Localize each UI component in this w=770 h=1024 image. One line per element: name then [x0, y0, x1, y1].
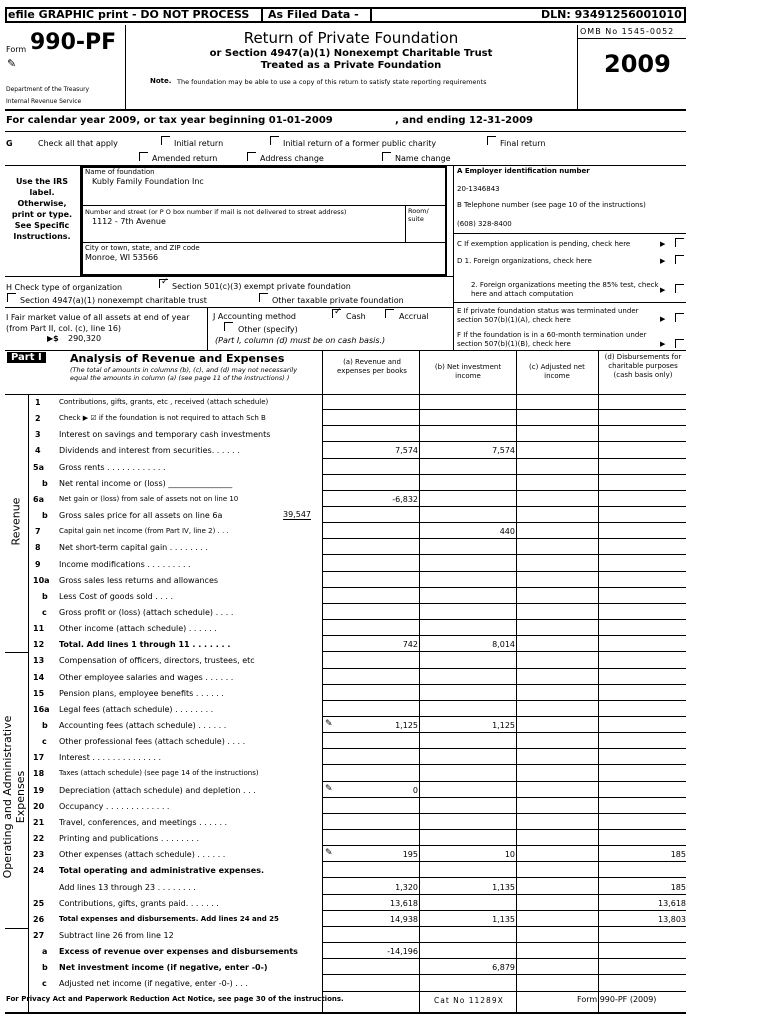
line-number: 1: [35, 398, 41, 407]
table-row: [28, 830, 686, 846]
col-c-header: (c) Adjusted net income: [529, 363, 585, 380]
line-number: c: [42, 979, 47, 989]
table-row: [28, 927, 686, 943]
form-subtitle-1: or Section 4947(a)(1) Nonexempt Charitable Trust: [209, 48, 493, 59]
amount-col-b: 440: [499, 527, 515, 537]
line-number: b: [42, 721, 48, 730]
j-label: J Accounting method: [213, 312, 297, 321]
line-description: Gross sales less returns and allowances: [59, 575, 219, 585]
ein-label: A Employer identification number: [457, 167, 590, 175]
h-other-taxable-checkbox[interactable]: [259, 293, 268, 302]
d2-arrow: ▶: [660, 286, 666, 294]
line-description: Add lines 13 through 23 . . . . . . . .: [59, 882, 196, 892]
table-row: [28, 620, 686, 636]
line-description: Gross rents . . . . . . . . . . . .: [59, 462, 166, 472]
e-arrow: ▶: [660, 315, 666, 323]
final-return-checkbox[interactable]: [487, 136, 496, 145]
table-row: [28, 911, 686, 927]
table-row: [28, 426, 686, 442]
tax-period: For calendar year 2009, or tax year beginning 01-01-2009: [6, 115, 333, 126]
line-description: Excess of revenue over expenses and disbursements: [59, 947, 298, 957]
initial-return-checkbox[interactable]: [161, 136, 170, 145]
table-row: [28, 475, 686, 491]
revenue-side-label: Revenue: [9, 497, 23, 546]
line-description: Gross sales price for all assets on line 6a: [59, 511, 223, 521]
amount-col-a: 0: [412, 785, 418, 795]
i-value: 290,320: [68, 334, 102, 343]
line-number: 21: [33, 817, 45, 827]
col-d-header: (d) Disbursements for charitable purposes (cash basis only): [604, 353, 682, 379]
line-number: 20: [33, 801, 45, 811]
line-number: 25: [33, 898, 45, 908]
line-number: 18: [33, 769, 45, 779]
table-row: [28, 507, 686, 523]
line-number: c: [42, 737, 47, 747]
street-address: 1112 - 7th Avenue: [92, 217, 166, 226]
h-opt-4947: Section 4947(a)(1) nonexempt charitable trust: [20, 296, 207, 305]
line-description: Legal fees (attach schedule) . . . . . . . .: [59, 704, 214, 714]
line-description: Other professional fees (attach schedule) . . . .: [59, 737, 246, 747]
use-irs-label-text: Use the IRS label. Otherwise, print or type. See Specific Instructions.: [11, 177, 73, 241]
f-arrow: ▶: [660, 340, 666, 348]
line-number: 13: [33, 656, 45, 666]
line-number: 11: [33, 624, 45, 634]
line-description: Net gain or (loss) from sale of assets not on line 10: [59, 494, 239, 503]
line-description: Compensation of officers, directors, trustees, etc: [59, 656, 255, 666]
h-501c3-checkbox[interactable]: ✓: [161, 277, 169, 287]
line-description: Interest . . . . . . . . . . . . . .: [59, 753, 162, 763]
line-description: Other employee salaries and wages . . . . . .: [59, 672, 234, 682]
line-description: Dividends and interest from securities. . . . . .: [59, 446, 240, 456]
table-row: [28, 442, 686, 458]
line-description: Total. Add lines 1 through 11 . . . . . . .: [59, 640, 231, 650]
f-checkbox[interactable]: [675, 339, 684, 348]
table-row: [28, 862, 686, 878]
line-number: 8: [35, 543, 41, 553]
omb-number: OMB No 1545-0052: [580, 27, 675, 36]
line-description: Taxes (attach schedule) (see page 14 of the instructions): [59, 769, 259, 778]
table-row: [28, 846, 686, 862]
j-cash: Cash: [346, 312, 366, 321]
e-checkbox[interactable]: [675, 313, 684, 322]
amount-col-a: -14,196: [387, 947, 418, 957]
table-row: [28, 701, 686, 717]
table-row: [28, 879, 686, 895]
table-row: [28, 636, 686, 652]
amount-col-b: 1,125: [492, 721, 515, 730]
city-state-zip: Monroe, WI 53566: [85, 253, 159, 262]
amount-col-a: 13,618: [390, 898, 418, 908]
name-of-foundation-label: Name of foundation: [85, 168, 155, 176]
form-subtitle-2: Treated as a Private Foundation: [260, 60, 442, 71]
table-row: [28, 572, 686, 588]
g-opt-amended: Amended return: [152, 154, 218, 163]
amount-col-b: 10: [504, 850, 515, 860]
other-method-checkbox[interactable]: [224, 322, 233, 331]
f-label: F If the foundation is in a 60-month termination under section 507(b)(1)(B), check here: [457, 331, 647, 348]
tax-period-ending: , and ending 12-31-2009: [395, 115, 533, 126]
e-label: E If private foundation status was terminated under section 507(b)(1)(A), check here: [457, 307, 639, 324]
line-number: 23: [33, 850, 45, 860]
street-label: Number and street (or P O box number if mail is not delivered to street address): [85, 208, 347, 216]
line-description: Income modifications . . . . . . . . .: [59, 559, 191, 569]
dln-label: DLN: 93491256001010: [541, 8, 682, 21]
line-description: Pension plans, employee benefits . . . . . .: [59, 688, 224, 698]
table-row: [28, 491, 686, 507]
amount-col-b: 1,135: [492, 882, 515, 892]
attachment-icon[interactable]: ✎: [325, 848, 333, 859]
i-label: I Fair market value of all assets at end of year (from Part II, col. (c), line 16): [6, 313, 190, 333]
phone-value: (608) 328-8400: [457, 220, 512, 228]
efile-label: efile GRAPHIC print - DO NOT PROCESS: [8, 8, 250, 21]
j-accrual: Accrual: [399, 312, 429, 321]
c-arrow: ▶: [660, 240, 666, 248]
line-description: Contributions, gifts, grants paid. . . . . . .: [59, 898, 219, 908]
amount-col-a: 1,125: [395, 721, 418, 730]
table-row: [28, 814, 686, 830]
line-number: 9: [35, 559, 41, 569]
amount-col-b: 1,135: [492, 914, 515, 924]
h-opt-other: Other taxable private foundation: [272, 296, 404, 305]
line-number: 3: [35, 430, 41, 440]
line-number: 2: [35, 414, 41, 424]
form-icon: ✎: [7, 57, 17, 70]
table-row: [28, 798, 686, 814]
line-description: Adjusted net income (if negative, enter -0-) . . .: [59, 979, 248, 989]
line-number: 24: [33, 866, 45, 876]
table-row: [28, 523, 686, 539]
line-description: Depreciation (attach schedule) and depletion . . .: [59, 785, 256, 795]
foundation-name: Kubly Family Foundation Inc: [92, 177, 204, 186]
g-letter: G: [6, 139, 13, 148]
amount-col-dd: 13,618: [658, 898, 686, 908]
line-number: 16a: [33, 704, 50, 714]
g-opt-initial: Initial return: [174, 139, 224, 148]
c-checkbox[interactable]: [675, 238, 684, 247]
accrual-checkbox[interactable]: [385, 309, 394, 318]
line-description: Accounting fees (attach schedule) . . . . . .: [59, 721, 227, 730]
cash-checkbox[interactable]: ✓: [334, 307, 342, 317]
line-number: 27: [33, 930, 45, 940]
d2-label: 2. Foreign organizations meeting the 85% test, check here and attach computation: [471, 281, 659, 298]
line-number: 10a: [33, 575, 50, 585]
amount-col-dd: 185: [670, 882, 686, 892]
h-label: H Check type of organization: [6, 283, 123, 292]
line-number: 26: [33, 914, 45, 924]
line-description: Contributions, gifts, grants, etc , received (attach schedule): [59, 398, 269, 406]
table-row: [28, 652, 686, 668]
line-description: Total operating and administrative expenses.: [59, 866, 264, 876]
line-number: 12: [33, 640, 45, 650]
g-opt-address: Address change: [260, 154, 324, 163]
line-description: Check ▶ ☑ if the foundation is not required to attach Sch B: [59, 414, 266, 423]
ein-value: 20-1346843: [457, 185, 500, 193]
amount-col-a: 14,938: [390, 914, 418, 924]
line-number: 6a: [33, 494, 44, 504]
note-text: The foundation may be able to use a copy of this return to satisfy state reporting requirements: [177, 78, 487, 86]
table-row: [28, 733, 686, 749]
former-public-charity-checkbox[interactable]: [270, 136, 279, 145]
table-row: [28, 685, 686, 701]
line-description: Total expenses and disbursements. Add lines 24 and 25: [59, 914, 279, 923]
g-opt-final: Final return: [500, 139, 546, 148]
line-description: Net short-term capital gain . . . . . . . .: [59, 543, 208, 553]
g-label: Check all that apply: [38, 139, 118, 148]
name-change-checkbox[interactable]: [382, 152, 391, 161]
i-prefix: ▶$: [47, 334, 59, 343]
line-number: 19: [33, 785, 45, 795]
gross-sales-amount: 39,547: [283, 510, 311, 520]
dept-irs: Internal Revenue Service: [6, 98, 82, 105]
line-number: 17: [33, 753, 45, 763]
amount-col-a: 195: [402, 850, 418, 860]
form-title: Return of Private Foundation: [243, 29, 459, 47]
amount-col-a: 742: [402, 640, 418, 650]
col-b-header: (b) Net investment income: [434, 363, 502, 380]
table-row: [28, 975, 686, 991]
line-description: Subtract line 26 from line 12: [59, 930, 174, 940]
d1-label: D 1. Foreign organizations, check here: [457, 257, 592, 265]
g-opt-former: Initial return of a former public charity: [283, 139, 437, 148]
line-description: Printing and publications . . . . . . . .: [59, 834, 200, 844]
line-description: Occupancy . . . . . . . . . . . . .: [59, 801, 170, 811]
tax-year: 2009: [604, 50, 671, 78]
dept-treasury: Department of the Treasury: [6, 86, 90, 93]
line-number: 7: [35, 527, 41, 537]
amount-col-a: 7,574: [395, 446, 418, 456]
table-row: [28, 959, 686, 975]
col-a-header: (a) Revenue and expenses per books: [337, 358, 407, 375]
part1-title-note: (The total of amounts in columns (b), (c), and (d) may not necessarily equal the amounts in column (a) (see page 11 of the instructions) ): [70, 366, 298, 382]
city-label: City or town, state, and ZIP code: [85, 244, 200, 252]
j-note: (Part I, column (d) must be on cash basis.): [215, 336, 386, 345]
row-divider: [322, 991, 686, 992]
amount-col-a: 1,320: [395, 882, 418, 892]
line-number: 4: [35, 446, 41, 456]
h-4947-checkbox[interactable]: [7, 293, 16, 302]
as-filed-label: As Filed Data -: [268, 8, 359, 21]
form-prefix: Form: [6, 45, 27, 54]
amount-col-b: 6,879: [492, 963, 515, 973]
j-other: Other (specify): [238, 325, 298, 334]
line-description: Less Cost of goods sold . . . .: [59, 591, 174, 601]
address-change-checkbox[interactable]: [247, 152, 256, 161]
line-number: 14: [33, 672, 45, 682]
line-description: Net investment income (if negative, enter -0-): [59, 963, 268, 973]
line-description: Interest on savings and temporary cash investments: [59, 430, 271, 440]
attachment-icon[interactable]: ✎: [325, 719, 333, 729]
d2-checkbox[interactable]: [675, 284, 684, 293]
amended-return-checkbox[interactable]: [139, 152, 148, 161]
table-row: [28, 394, 686, 410]
line-number: b: [42, 478, 48, 488]
line-number: b: [42, 511, 48, 521]
amount-col-a: -6,832: [392, 494, 418, 504]
line-description: Other expenses (attach schedule) . . . . . .: [59, 850, 226, 860]
h-opt-501c3: Section 501(c)(3) exempt private foundation: [172, 282, 351, 291]
phone-label: B Telephone number (see page 10 of the instructions): [457, 201, 646, 209]
table-row: [28, 782, 686, 798]
part1-tag: Part I: [7, 352, 46, 363]
line-description: Gross profit or (loss) (attach schedule) . . . .: [59, 607, 234, 617]
line-description: Capital gain net income (from Part IV, line 2) . . .: [59, 527, 229, 536]
table-row: [28, 717, 686, 733]
d1-checkbox[interactable]: [675, 255, 684, 264]
line-description: Other income (attach schedule) . . . . . .: [59, 624, 217, 634]
amount-col-dd: 13,803: [658, 914, 686, 924]
c-label: C If exemption application is pending, check here: [457, 240, 631, 248]
table-row: [28, 943, 686, 959]
table-row: [28, 669, 686, 685]
table-row: [28, 749, 686, 765]
line-number: 22: [33, 834, 45, 844]
attachment-icon[interactable]: ✎: [325, 783, 333, 794]
line-number: c: [42, 607, 47, 617]
line-description: Travel, conferences, and meetings . . . . . .: [59, 817, 228, 827]
table-row: [28, 588, 686, 604]
d1-arrow: ▶: [660, 257, 666, 265]
amount-col-b: 8,014: [492, 640, 515, 650]
note-label: Note.: [150, 77, 172, 85]
table-row: [28, 539, 686, 555]
g-opt-name: Name change: [395, 154, 451, 163]
table-row: [28, 604, 686, 620]
part1-title: Analysis of Revenue and Expenses: [70, 352, 285, 365]
room-suite-label: Room/ suite: [408, 207, 429, 223]
footer-privacy: For Privacy Act and Paperwork Reduction Act Notice, see page 30 of the instructions.: [6, 995, 344, 1003]
expenses-side-label: Operating and Administrative Expenses: [1, 715, 27, 879]
line-number: 5a: [33, 462, 44, 472]
table-row: [28, 556, 686, 572]
table-row: [28, 410, 686, 426]
line-description: Net rental income or (loss) ________________: [59, 478, 233, 488]
line-number: b: [42, 963, 48, 973]
footer-form: Form 990-PF (2009): [577, 995, 657, 1004]
table-row: [28, 459, 686, 475]
line-number: b: [42, 591, 48, 601]
amount-col-b: 7,574: [492, 446, 515, 456]
footer-cat: Cat No 11289X: [434, 996, 504, 1005]
line-number: 15: [33, 688, 45, 698]
amount-col-dd: 185: [670, 850, 686, 860]
form-number: 990-PF: [30, 30, 117, 55]
table-row: [28, 765, 686, 781]
table-row: [28, 895, 686, 911]
line-number: a: [42, 947, 48, 957]
